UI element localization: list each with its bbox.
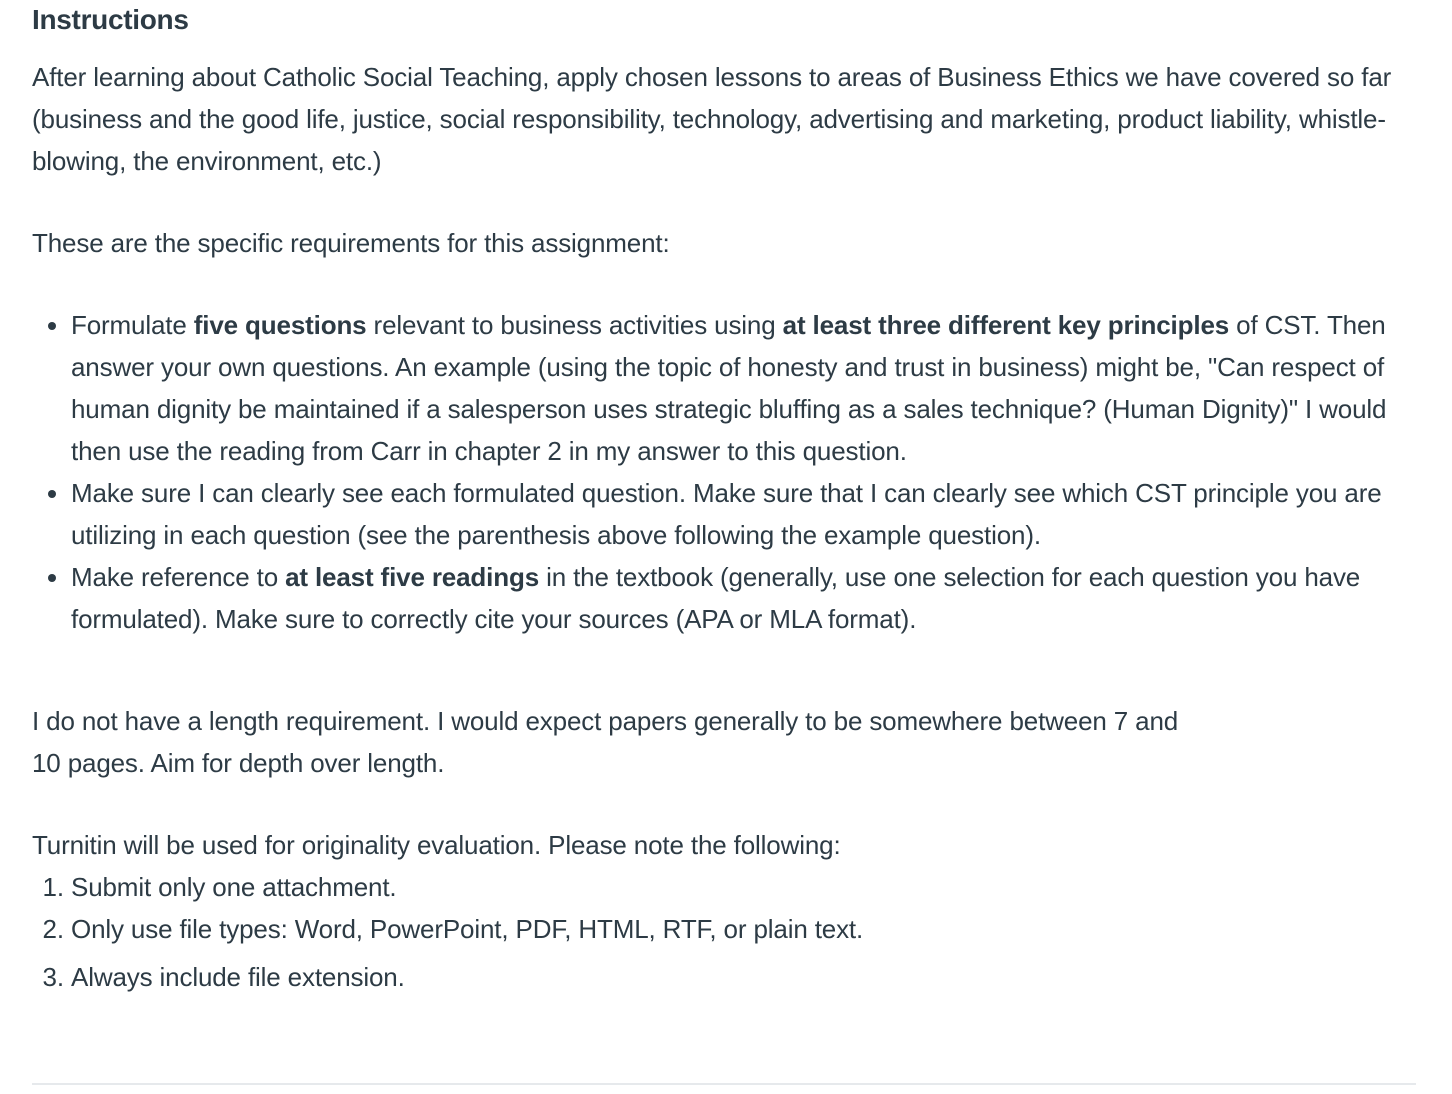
section-divider [32, 1083, 1416, 1085]
req-bold-text: at least five readings [285, 562, 539, 592]
req-text: relevant to business activities using [366, 310, 783, 340]
list-item: 2. Only use file types: Word, PowerPoint, PDF, HTML, RTF, or plain text. [71, 908, 1420, 950]
req-text: Formulate [71, 310, 194, 340]
requirements-list [32, 304, 1420, 640]
list-item [71, 472, 1420, 556]
length-line: 10 pages. Aim for depth over length. [32, 748, 445, 778]
req-text: in the textbook (generally, use one selection for each question you have formulated). Make sure to correctly cite your sources (APA or MLA format). [71, 562, 1361, 634]
req-bold-text: at least three different key principles [782, 310, 1230, 340]
length-line: I do not have a length requirement. I would expect papers generally to be somewhere between 7 and [32, 706, 1179, 736]
list-item: 3. Always include file extension. [71, 956, 1420, 998]
intro-paragraph: After learning about Catholic Social Teaching, apply chosen lessons to areas of Business Ethics we have covered so far (business and the good life, justice, social responsibility, technology, advertising and marketing, product liability, whistle-blowing, the environment, etc.) [32, 62, 1392, 176]
instructions-heading: Instructions [32, 4, 189, 35]
req-text: of CST. Then answer your own questions. An example (using the topic of honesty and trust in business) might be, "Can respect of human dignity be maintained if a salesperson uses strategic bluffing as a sales technique? (Human Dignity)" I would then use the reading from Carr in chapter 2 in my answer to this question. [71, 310, 1387, 466]
req-bold-text: five questions [193, 310, 367, 340]
turnitin-notes-list [32, 866, 1420, 998]
list-item [71, 304, 1420, 472]
instructions-content [32, 0, 1420, 998]
turnitin-lead: Turnitin will be used for originality evaluation. Please note the following: [32, 830, 841, 860]
req-text: Make sure I can clearly see each formulated question. Make sure that I can clearly see which CST principle you are utilizing in each question (see the parenthesis above following the example question). [71, 478, 1382, 550]
list-item [71, 556, 1420, 640]
req-text: Make reference to [71, 562, 286, 592]
length-paragraph [32, 700, 1420, 784]
requirements-lead: These are the specific requirements for this assignment: [32, 228, 670, 258]
list-item: 1. Submit only one attachment. [71, 866, 1420, 908]
